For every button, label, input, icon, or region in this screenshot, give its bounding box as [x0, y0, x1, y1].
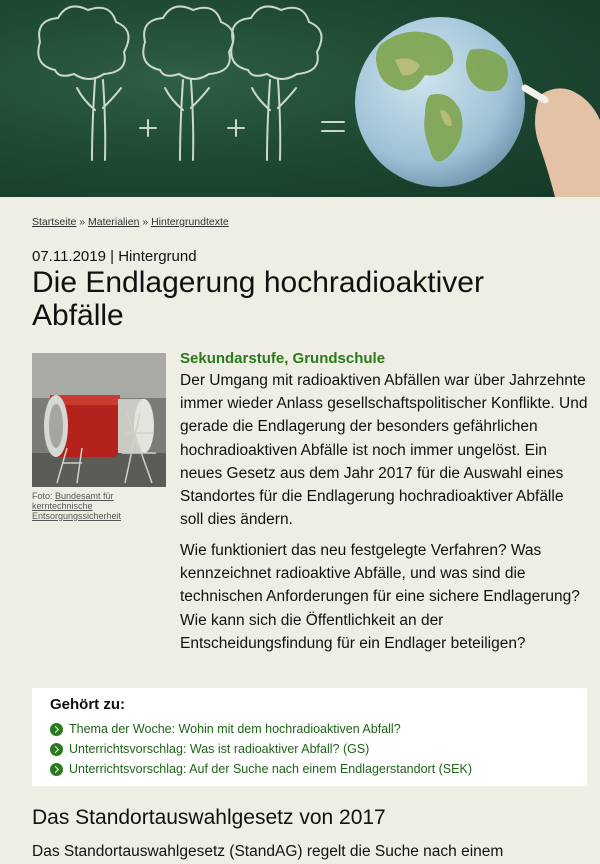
chalkboard-illustration — [0, 0, 600, 197]
related-link-unterrichtsvorschlag-gs[interactable]: Unterrichtsvorschlag: Was ist radioaktiver Abfall? (GS) — [69, 742, 370, 756]
caption-prefix: Foto: — [32, 491, 56, 501]
caption-source-link[interactable]: Bundesamt für kerntechnische Entsorgungssicherheit — [32, 491, 122, 521]
arrow-circle-icon — [50, 723, 63, 736]
school-level: Sekundarstufe, Grundschule — [180, 350, 386, 367]
article-photo — [32, 353, 166, 487]
arrow-circle-icon — [50, 743, 63, 756]
section-paragraph: Das Standortauswahlgesetz (StandAG) regelt die Suche nach einem — [32, 843, 504, 860]
related-item — [50, 719, 569, 739]
arrow-circle-icon — [50, 763, 63, 776]
breadcrumb-hintergrundtexte[interactable]: Hintergrundtexte — [151, 216, 229, 228]
related-box — [32, 688, 587, 786]
related-link-thema-der-woche[interactable]: Thema der Woche: Wohin mit dem hochradioaktiven Abfall? — [69, 722, 401, 736]
intro-paragraph: Der Umgang mit radioaktiven Abfällen war über Jahrzehnte immer wieder Anlass gesellschaftspolitischer Konflikte. Und gerade die Endlagerung der besonders gefährlichen hochradioaktiven Abfälle ist noch immer ungelöst. Ein neues Gesetz aus dem Jahr 2017 für die Auswahl eines Standortes für die Endlagerung hochradioaktiver Abfälle soll dies ändern. — [180, 372, 588, 529]
breadcrumb-separator: » — [142, 216, 149, 228]
castor-container-illustration — [32, 353, 166, 487]
page-title: Die Endlagerung hochradioaktiver Abfälle — [32, 266, 484, 332]
related-link-unterrichtsvorschlag-sek[interactable]: Unterrichtsvorschlag: Auf der Suche nach einem Endlagerstandort (SEK) — [69, 762, 472, 776]
photo-caption — [32, 491, 166, 521]
section-heading: Das Standortauswahlgesetz von 2017 — [32, 806, 386, 829]
related-item — [50, 759, 569, 779]
breadcrumb-separator: » — [79, 216, 86, 228]
related-heading: Gehört zu: — [50, 696, 125, 713]
breadcrumb — [32, 216, 229, 228]
related-item — [50, 739, 569, 759]
hero-banner-image — [0, 0, 600, 197]
breadcrumb-materialien[interactable]: Materialien — [88, 216, 140, 228]
breadcrumb-startseite[interactable]: Startseite — [32, 216, 77, 228]
questions-paragraph: Wie funktioniert das neu festgelegte Verfahren? Was kennzeichnet radioaktive Abfälle, und was sind die technischen Anforderungen für eine sichere Endlagerung? Wie kann sich die Öffentlichkeit an der Entscheidungsfindung für ein Endlager beteiligen? — [180, 542, 580, 652]
article-meta: 07.11.2019 | Hintergrund — [32, 248, 197, 265]
